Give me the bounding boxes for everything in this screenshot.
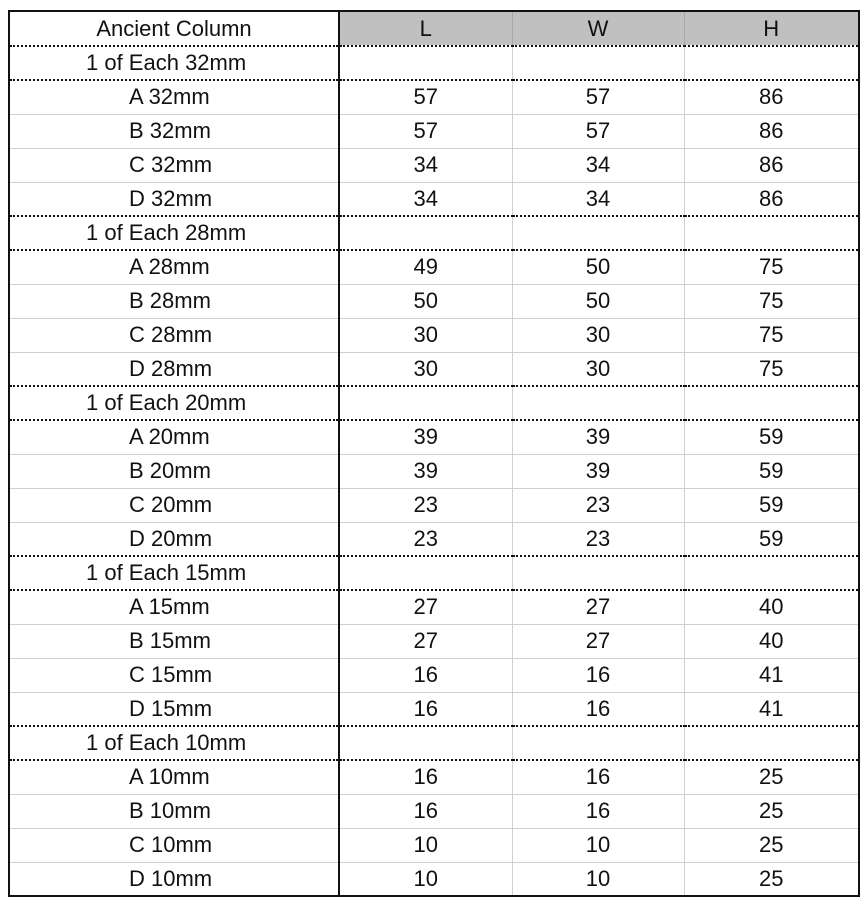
row-name-cell[interactable]: C 32mm xyxy=(9,148,339,182)
row-name-cell[interactable]: B 15mm xyxy=(9,624,339,658)
cell-h[interactable]: 86 xyxy=(684,80,859,114)
cell-w[interactable]: 34 xyxy=(512,148,684,182)
table-row xyxy=(9,420,859,454)
table-body xyxy=(9,46,859,896)
table-row xyxy=(9,692,859,726)
cell-w[interactable]: 10 xyxy=(512,828,684,862)
header-row xyxy=(9,11,859,46)
cell-l[interactable]: 16 xyxy=(339,658,512,692)
cell-l[interactable]: 49 xyxy=(339,250,512,284)
row-name-cell[interactable]: A 28mm xyxy=(9,250,339,284)
table-row xyxy=(9,522,859,556)
group-empty-cell[interactable] xyxy=(512,46,684,80)
row-name-cell[interactable]: C 15mm xyxy=(9,658,339,692)
header-cell-l[interactable]: L xyxy=(339,11,512,46)
row-name-cell[interactable]: D 28mm xyxy=(9,352,339,386)
table-row xyxy=(9,250,859,284)
cell-h[interactable]: 40 xyxy=(684,624,859,658)
cell-h[interactable]: 59 xyxy=(684,488,859,522)
cell-w[interactable]: 39 xyxy=(512,420,684,454)
table-row xyxy=(9,624,859,658)
header-cell-h[interactable]: H xyxy=(684,11,859,46)
cell-w[interactable]: 39 xyxy=(512,454,684,488)
cell-w[interactable]: 30 xyxy=(512,318,684,352)
group-label-cell[interactable]: 1 of Each 28mm xyxy=(9,216,339,250)
group-empty-cell[interactable] xyxy=(684,46,859,80)
cell-l[interactable]: 34 xyxy=(339,148,512,182)
header-cell-w[interactable]: W xyxy=(512,11,684,46)
cell-w[interactable]: 16 xyxy=(512,692,684,726)
group-label-cell[interactable]: 1 of Each 32mm xyxy=(9,46,339,80)
cell-l[interactable]: 30 xyxy=(339,318,512,352)
row-name-cell[interactable]: A 10mm xyxy=(9,760,339,794)
header-cell-ancient-column[interactable]: Ancient Column xyxy=(9,11,339,46)
cell-w[interactable]: 23 xyxy=(512,522,684,556)
cell-l[interactable]: 30 xyxy=(339,352,512,386)
cell-w[interactable]: 57 xyxy=(512,80,684,114)
cell-w[interactable]: 50 xyxy=(512,250,684,284)
group-empty-cell[interactable] xyxy=(684,726,859,760)
group-row xyxy=(9,46,859,80)
cell-l[interactable]: 23 xyxy=(339,522,512,556)
cell-l[interactable]: 34 xyxy=(339,182,512,216)
row-name-cell[interactable]: A 32mm xyxy=(9,80,339,114)
row-name-cell[interactable]: D 20mm xyxy=(9,522,339,556)
cell-l[interactable]: 10 xyxy=(339,828,512,862)
cell-h[interactable]: 86 xyxy=(684,182,859,216)
row-name-cell[interactable]: B 10mm xyxy=(9,794,339,828)
group-label-cell[interactable]: 1 of Each 15mm xyxy=(9,556,339,590)
row-name-cell[interactable]: D 15mm xyxy=(9,692,339,726)
cell-w[interactable]: 57 xyxy=(512,114,684,148)
group-empty-cell[interactable] xyxy=(339,46,512,80)
cell-l[interactable]: 39 xyxy=(339,454,512,488)
cell-w[interactable]: 27 xyxy=(512,624,684,658)
table-row xyxy=(9,284,859,318)
cell-w[interactable]: 50 xyxy=(512,284,684,318)
cell-h[interactable]: 75 xyxy=(684,250,859,284)
row-name-cell[interactable]: B 32mm xyxy=(9,114,339,148)
group-row xyxy=(9,726,859,760)
cell-w[interactable]: 16 xyxy=(512,794,684,828)
cell-w[interactable]: 16 xyxy=(512,760,684,794)
group-empty-cell[interactable] xyxy=(339,386,512,420)
cell-h[interactable]: 59 xyxy=(684,454,859,488)
cell-w[interactable]: 16 xyxy=(512,658,684,692)
cell-w[interactable]: 30 xyxy=(512,352,684,386)
table-row xyxy=(9,862,859,896)
group-empty-cell[interactable] xyxy=(512,386,684,420)
table-row xyxy=(9,658,859,692)
cell-l[interactable]: 50 xyxy=(339,284,512,318)
cell-h[interactable]: 25 xyxy=(684,760,859,794)
table-row xyxy=(9,114,859,148)
table-row xyxy=(9,794,859,828)
cell-l[interactable]: 27 xyxy=(339,590,512,624)
group-empty-cell[interactable] xyxy=(684,386,859,420)
cell-w[interactable]: 34 xyxy=(512,182,684,216)
cell-h[interactable]: 25 xyxy=(684,828,859,862)
row-name-cell[interactable]: C 28mm xyxy=(9,318,339,352)
cell-h[interactable]: 86 xyxy=(684,114,859,148)
dimensions-table xyxy=(8,10,860,897)
cell-h[interactable]: 41 xyxy=(684,692,859,726)
cell-h[interactable]: 75 xyxy=(684,318,859,352)
row-name-cell[interactable]: A 20mm xyxy=(9,420,339,454)
cell-l[interactable]: 16 xyxy=(339,794,512,828)
cell-h[interactable]: 86 xyxy=(684,148,859,182)
table-row xyxy=(9,182,859,216)
group-label-cell[interactable]: 1 of Each 10mm xyxy=(9,726,339,760)
row-name-cell[interactable]: C 20mm xyxy=(9,488,339,522)
group-empty-cell[interactable] xyxy=(512,726,684,760)
table-row xyxy=(9,760,859,794)
group-empty-cell[interactable] xyxy=(684,556,859,590)
cell-l[interactable]: 10 xyxy=(339,862,512,896)
cell-h[interactable]: 25 xyxy=(759,865,784,891)
group-empty-cell[interactable] xyxy=(339,556,512,590)
cell-l[interactable]: 39 xyxy=(339,420,512,454)
row-name-cell[interactable]: C 10mm xyxy=(9,828,339,862)
group-empty-cell[interactable] xyxy=(512,556,684,590)
cell-h[interactable]: 59 xyxy=(684,420,859,454)
cell-h[interactable]: 75 xyxy=(684,352,859,386)
table-row xyxy=(9,454,859,488)
table-row xyxy=(9,352,859,386)
cell-l[interactable]: 27 xyxy=(339,624,512,658)
row-name-cell[interactable]: B 20mm xyxy=(9,454,339,488)
group-empty-cell[interactable] xyxy=(339,726,512,760)
cell-w[interactable]: 10 xyxy=(512,862,684,896)
group-empty-cell[interactable] xyxy=(512,216,684,250)
cell-h[interactable]: 75 xyxy=(684,284,859,318)
group-label-cell[interactable]: 1 of Each 20mm xyxy=(9,386,339,420)
row-name-cell[interactable]: D 10mm xyxy=(9,862,339,896)
cell-w[interactable]: 27 xyxy=(512,590,684,624)
cell-l[interactable]: 57 xyxy=(339,80,512,114)
cell-h[interactable]: 59 xyxy=(684,522,859,556)
row-name-cell[interactable]: D 32mm xyxy=(9,182,339,216)
group-row xyxy=(9,216,859,250)
table-row xyxy=(9,80,859,114)
cell-l[interactable]: 16 xyxy=(339,692,512,726)
group-row xyxy=(9,386,859,420)
cell-l[interactable]: 23 xyxy=(339,488,512,522)
group-row xyxy=(9,556,859,590)
cell-l[interactable]: 16 xyxy=(339,760,512,794)
cell-l[interactable]: 57 xyxy=(339,114,512,148)
group-empty-cell[interactable] xyxy=(684,216,859,250)
table-row xyxy=(9,148,859,182)
cell-h[interactable]: 25 xyxy=(684,794,859,828)
table-row xyxy=(9,590,859,624)
cell-h[interactable]: 40 xyxy=(684,590,859,624)
row-name-cell[interactable]: B 28mm xyxy=(9,284,339,318)
row-name-cell[interactable]: A 15mm xyxy=(9,590,339,624)
cell-w[interactable]: 23 xyxy=(512,488,684,522)
table-row xyxy=(9,318,859,352)
table-row xyxy=(9,488,859,522)
table-row xyxy=(9,828,859,862)
group-empty-cell[interactable] xyxy=(339,216,512,250)
cell-h[interactable]: 41 xyxy=(684,658,859,692)
